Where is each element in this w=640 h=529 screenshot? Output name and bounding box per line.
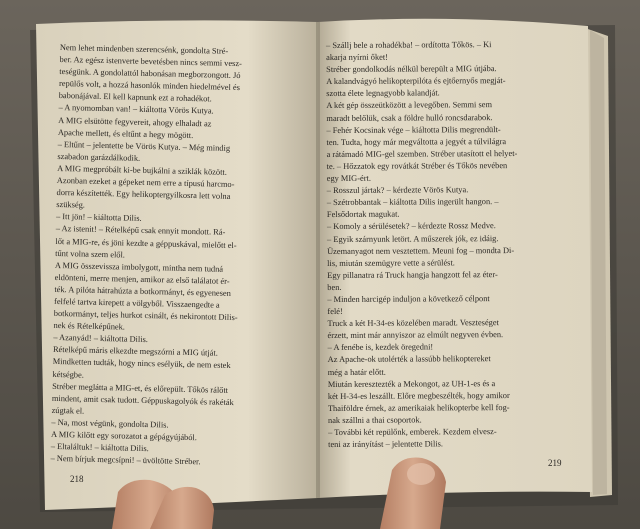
text-line: – A nyomomban van! – kiáltotta Vörös Kutya. xyxy=(58,103,214,116)
text-line: ték. A pilóta hátrahúzta a botkormányt, és egyenesen xyxy=(54,284,231,298)
text-line: – Rosszul jártak? – kérdezte Vörös Kutya. xyxy=(326,185,469,196)
text-line: – További két repülőnk, emberek. Kezdem elvesz- xyxy=(328,427,497,437)
text-line: Egy pillanatra rá Truck hangja hangzott fel az éter- xyxy=(327,269,498,280)
text-line: – Szállj bele a rohadékba! – ordította Tőkös. – Ki xyxy=(326,40,492,50)
text-line: botkormányt, teljes hurkot csinált, és nekirontott Dilis- xyxy=(53,308,238,323)
left-page-text xyxy=(50,42,305,472)
left-page-number: 218 xyxy=(70,474,84,484)
text-line: Nem lehet mindenben szerencsénk, gondolta Stré- xyxy=(59,42,229,56)
text-line: tűnt volna szem elől. xyxy=(55,248,126,260)
text-line: eldönteni, merre menjen, amikor az első találatot ér- xyxy=(54,272,230,286)
text-line: – Az istenit! – Rételképű csak ennyit mondott. Rá- xyxy=(55,224,226,238)
text-line: ten. Tudta, hogy már megváltotta a jegyét a túlvilágra xyxy=(326,136,507,147)
text-line: lőt a MIG-re, és jöni kezdte a géppuskával, mielőtt el- xyxy=(55,236,237,250)
text-line: Üzemanyagot nem vesztettem. Meuni fog – mondta Di- xyxy=(327,245,515,256)
text-line: A két gép összeütközött a levegőben. Semmi sem xyxy=(326,100,492,111)
text-line: mindent, amit csak tudott. Géppuskagolyók és rakéták xyxy=(51,393,234,407)
text-line: – Egyik szárnyunk letört. A műszerek jók, ez idáig. xyxy=(327,233,499,244)
text-line: Thaiföldre érnek, az amerikaiak helikopterbe kell fog- xyxy=(327,402,510,413)
text-line: – Eltűnt – jelentette be Vörös Kutya. – Még mindig xyxy=(57,139,231,153)
text-line: lis, miután szemügyre vette a sérülést. xyxy=(327,258,455,268)
text-line: – Itt jön! – kiáltotta Dilis. xyxy=(55,212,142,224)
text-line: érzett, mint már annyiszor az elmúlt negyven évben. xyxy=(327,330,504,341)
text-line: – A fenébe is, kezdek öregedni! xyxy=(327,342,434,353)
text-line: két H-34-es leszállt. Előre megbeszélték, hogy amikor xyxy=(327,390,510,401)
text-line: ben. xyxy=(327,282,342,292)
text-line: – Komoly a sérülésetek? – kérdezte Rossz Medve. xyxy=(326,221,496,232)
text-line: – Nem bírjuk megcsípni! – üvöltötte Stréber. xyxy=(50,454,201,467)
text-line: Apache mellett, és eltűnt a hegy mögött. xyxy=(57,127,194,140)
text-line: a rátámadó MIG-gel szemben. Stréber utasított el helyet- xyxy=(326,148,518,159)
text-line: felfelé tartva kirepett a völgyből. Visszaengedte a xyxy=(54,296,220,310)
right-page-number: 219 xyxy=(548,458,562,468)
text-line: maradt belőlük, csak a földre hulló roncsdarabok. xyxy=(326,112,493,123)
text-line: teségünk. A gondolattól habonásan megborzongott. Jó xyxy=(59,67,241,81)
text-line: A MIG kilőtt egy sorozatot a gépágyújából. xyxy=(50,429,198,443)
text-line: ber. Az egész istenverte bevetésben nincs semmi vesz- xyxy=(59,55,242,69)
text-line: akarja nyírni őket! xyxy=(326,52,388,63)
right-page-text xyxy=(326,39,580,450)
text-line: Rételképű máris elkezdte megszórni a MIG útját. xyxy=(52,345,218,359)
text-line: – Na, most végünk, gondolta Dilis. xyxy=(51,417,169,430)
text-line: – Szétrobbantak – kiáltotta Dilis ingerült hangon. – xyxy=(326,197,499,208)
text-line: zúgtak el. xyxy=(51,405,85,416)
text-line: Mindketten tudták, hogy nincs esélyük, de nem estek xyxy=(52,357,231,371)
text-line: szotta élete legnagyobb kalandját. xyxy=(326,88,440,99)
text-line: teni az irányítást – jelentette Dilis. xyxy=(328,439,444,450)
text-line: Azonban ezeket a gépeket nem erre a típusú harcmo- xyxy=(56,175,235,190)
text-line: te. – Hőzzatok egy rovátkát Stréber és Tőkös nevében xyxy=(326,160,508,171)
text-line: – Eltaláltuk! – kiáltotta Dilis. xyxy=(50,441,149,454)
text-line: felé! xyxy=(327,306,343,317)
thumb-nail xyxy=(407,463,435,485)
text-line: dorra készítették. Egy helikoptergyilkosra lett volna xyxy=(56,188,231,202)
text-line: Miután keresztezték a Mekongot, az UH-1-es és a xyxy=(327,378,496,389)
text-line: A kalandvágyó helikopterpilóta és ejtőernyős megját- xyxy=(326,76,506,87)
text-line: – Fehér Kocsinak vége – kiáltotta Dilis megrendült- xyxy=(326,124,501,135)
text-line: Stréber gondolkodás nélkül berepült a MIG útjába. xyxy=(326,64,497,75)
book-gutter xyxy=(316,22,320,498)
text-line: Stréber meglátta a MIG-et, és előrepült. Tőkös rálőtt xyxy=(52,381,229,395)
text-line: Felsődortak magukat. xyxy=(326,209,400,220)
text-line: kétségbe. xyxy=(52,369,84,380)
text-line: még a határ előtt. xyxy=(327,367,386,377)
text-line: babonájával. El kell kapnunk ezt a rohadékot. xyxy=(58,91,212,104)
text-line: nak szállni a thai csoportok. xyxy=(327,415,422,425)
text-line: A MIG megpróbált ki-be bujkálni a sziklák között. xyxy=(57,163,227,177)
text-line: A MIG összevissza imbolygott, mintha nem tudná xyxy=(54,260,224,274)
text-line: A MIG elsütötte fegyvereit, ahogy elhaladt az xyxy=(58,115,212,129)
text-line: Truck a két H-34-es közelében maradt. Veszteséget xyxy=(327,318,499,329)
text-line: szükség. xyxy=(56,200,86,210)
text-line: – Minden harcigép induljon a következő célpont xyxy=(327,294,490,304)
text-line: egy MIG-ért. xyxy=(326,173,371,184)
text-line: nek és Rételképűnek. xyxy=(53,321,126,332)
text-line: Az Apache-ok utolérték a lassúbb helikoptereket xyxy=(327,354,491,365)
text-line: – Azanyád! – kiáltotta Dilis. xyxy=(53,333,149,345)
text-line: repülős volt, a hozzá hasonlók minden hiedelmével és xyxy=(58,79,241,93)
text-line: szabadon garázdálkodik. xyxy=(57,151,141,163)
